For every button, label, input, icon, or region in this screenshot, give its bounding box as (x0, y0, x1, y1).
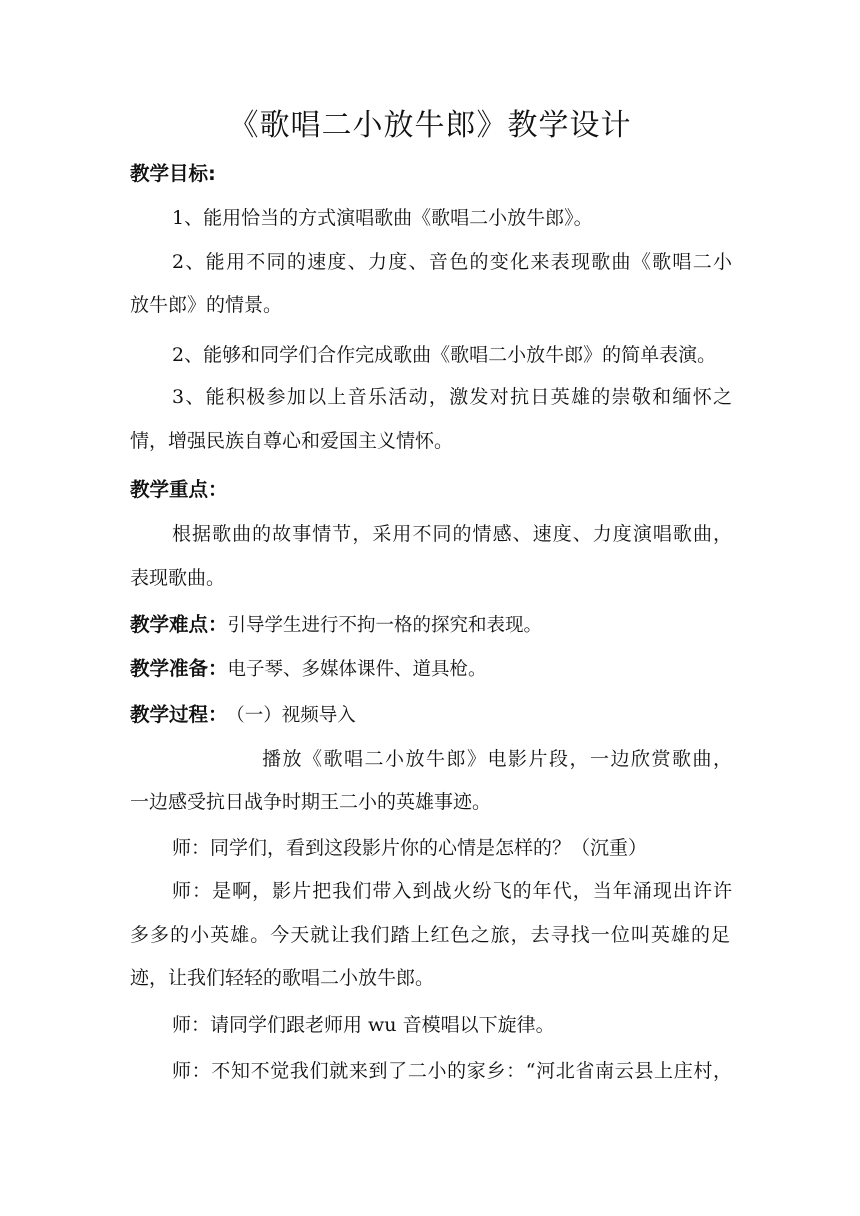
process-row (130, 700, 730, 731)
dialogue-3: 师：请同学们跟老师用 wu 音模唱以下旋律。 (172, 1014, 555, 1036)
difficulties-row (130, 610, 730, 641)
objective-4-line-1: 3、能积极参加以上音乐活动，激发对抗日英雄的崇敬和缅怀之 (172, 386, 732, 408)
key-points-line-1: 根据歌曲的故事情节，采用不同的情感、速度、力度演唱歌曲， (172, 523, 732, 545)
objective-4-line-2: 情，增强民族自尊心和爱国主义情怀。 (130, 430, 454, 452)
objective-2-line-2: 放牛郎》的情景。 (130, 294, 283, 316)
objectives-heading: 教学目标: (130, 162, 216, 185)
dialogue-1: 师：同学们，看到这段影片你的心情是怎样的？（沉重） (172, 837, 648, 859)
document-title: 《歌唱二小放牛郎》教学设计 (228, 108, 632, 143)
preparation-row (130, 654, 730, 685)
difficulties-heading: 教学难点： (130, 613, 228, 636)
process-heading: 教学过程： (130, 703, 228, 726)
dialogue-4: 师：不知不觉我们就来到了二小的家乡：“河北省南云县上庄村， (172, 1060, 732, 1082)
key-points-heading: 教学重点： (130, 478, 228, 501)
objective-2-line-1: 2、能用不同的速度、力度、音色的变化来表现歌曲《歌唱二小 (172, 251, 732, 273)
intro-line-2: 一边感受抗日战争时期王二小的英雄事迹。 (130, 791, 492, 813)
dialogue-2-line-1: 师：是啊，影片把我们带入到战火纷飞的年代，当年涌现出许许 (172, 880, 732, 902)
difficulties-text: 引导学生进行不拘一格的探究和表现。 (227, 615, 543, 636)
key-points-line-2: 表现歌曲。 (130, 567, 226, 589)
dialogue-2-line-2: 多多的小英雄。今天就让我们踏上红色之旅，去寻找一位叫英雄的足 (130, 924, 730, 946)
process-step-1: （一）视频导入 (235, 705, 356, 726)
dialogue-2-line-3: 迹，让我们轻轻的歌唱二小放牛郎。 (130, 967, 435, 989)
preparation-text: 电子琴、多媒体课件、道具枪。 (227, 659, 487, 680)
preparation-heading: 教学准备： (130, 657, 228, 680)
intro-line-1: 播放《歌唱二小放牛郎》电影片段，一边欣赏歌曲， (262, 748, 732, 770)
objective-3: 2、能够和同学们合作完成歌曲《歌唱二小放牛郎》的简单表演。 (172, 344, 717, 366)
objective-1: 1、能用恰当的方式演唱歌曲《歌唱二小放牛郎》。 (172, 207, 593, 229)
